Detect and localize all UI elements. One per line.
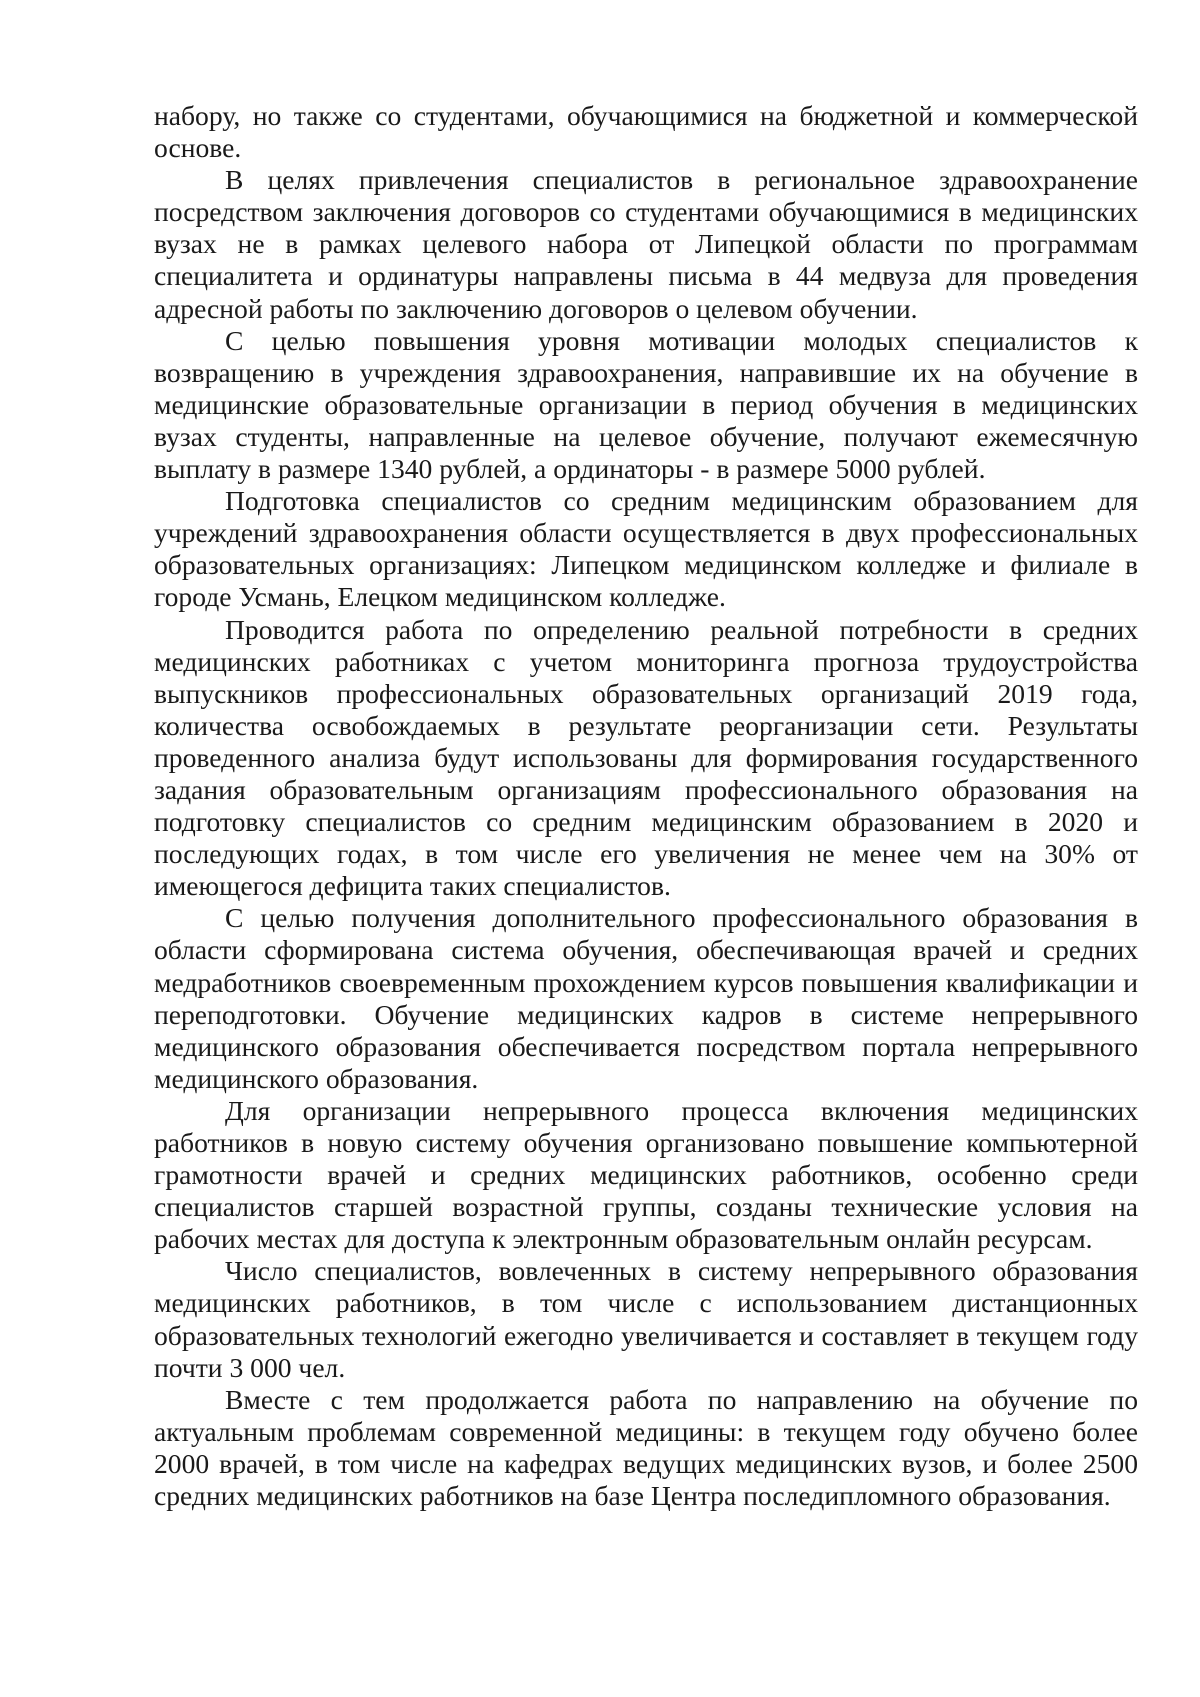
paragraph-demand-analysis: Проводится работа по определению реальной потребности в средних медицинских работниках с учетом мониторинга прогноза трудоустройства выпускников профессиональных образовательных организаций 2019 года, количества освобождаемых в результате реорганизации сети. Результаты проведенного анализа будут использованы для формирования государственного задания образовательным организациям профессионального образования на подготовку специалистов со средним медицинским образованием в 2020 и последующих годах, в том числе его увеличения не менее чем на 30% от имеющегося дефицита таких специалистов.: [154, 613, 1138, 902]
paragraph-specialists-count: Число специалистов, вовлеченных в систему непрерывного образования медицинских работников, в том числе с использованием дистанционных образовательных технологий ежегодно увеличивается и составляет в текущем году почти 3 000 чел.: [154, 1255, 1138, 1383]
paragraph-computer-literacy: Для организации непрерывного процесса включения медицинских работников в новую систему обучения организовано повышение компьютерной грамотности врачей и средних медицинских работников, особенно среди специалистов старшей возрастной группы, созданы технические условия на рабочих местах для доступа к электронным образовательным онлайн ресурсам.: [154, 1094, 1138, 1255]
paragraph-continuing-education: С целью получения дополнительного профессионального образования в области сформирована система обучения, обеспечивающая врачей и средних медработников своевременным прохождением курсов повышения квалификации и переподготовки. Обучение медицинских кадров в системе непрерывного медицинского образования обеспечивается посредством портала непрерывного медицинского образования.: [154, 902, 1138, 1094]
document-page: [154, 100, 1138, 1512]
paragraph-training-results: Вместе с тем продолжается работа по направлению на обучение по актуальным проблемам современной медицины: в текущем году обучено более 2000 врачей, в том числе на кафедрах ведущих медицинских вузов, и более 2500 средних медицинских работников на базе Центра последипломного образования.: [154, 1383, 1138, 1512]
paragraph-motivation-payments: С целью повышения уровня мотивации молодых специалистов к возвращению в учреждения здравоохранения, направившие их на обучение в медицинские образовательные организации в период обучения в медицинских вузах студенты, направленные на целевое обучение, получают ежемесячную выплату в размере 1340 рублей, а ординаторы - в размере 5000 рублей.: [154, 324, 1138, 485]
paragraph-nursing-training: Подготовка специалистов со средним медицинским образованием для учреждений здравоохранения области осуществляется в двух профессиональных образовательных организациях: Липецком медицинском колледже и филиале в городе Усмань, Елецком медицинском колледже.: [154, 485, 1138, 613]
paragraph-continuation: набору, но также со студентами, обучающимися на бюджетной и коммерческой основе.: [154, 100, 1138, 164]
paragraph-recruitment-letters: В целях привлечения специалистов в региональное здравоохранение посредством заключения договоров со студентами обучающимися в медицинских вузах не в рамках целевого набора от Липецкой области по программам специалитета и ординатуры направлены письма в 44 медвуза для проведения адресной работы по заключению договоров о целевом обучении.: [154, 164, 1138, 324]
